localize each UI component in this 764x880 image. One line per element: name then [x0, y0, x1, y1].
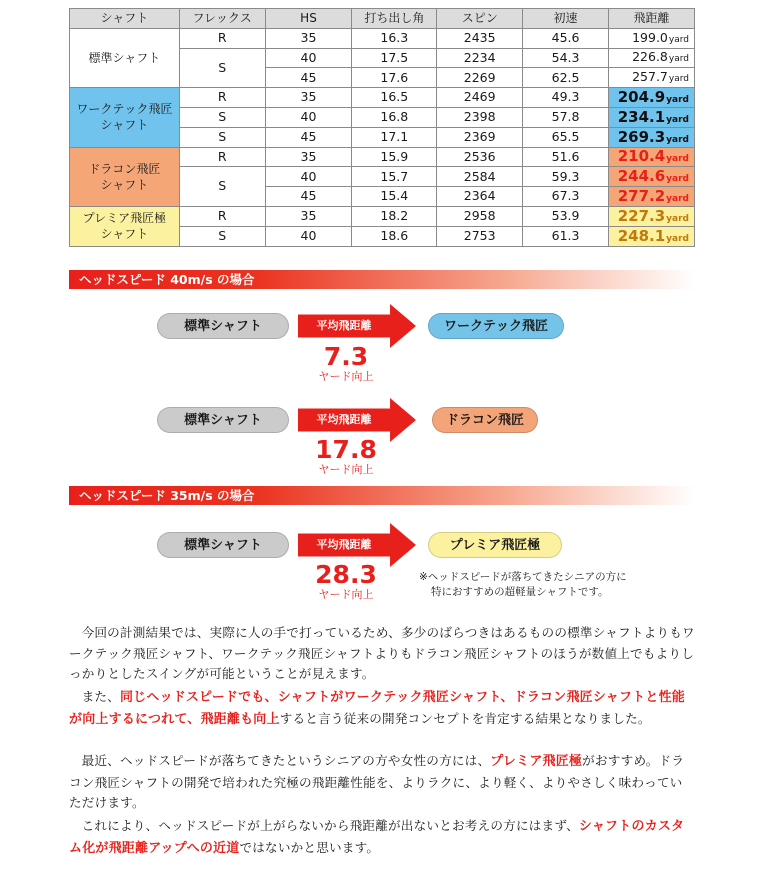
distance-value: 234.1	[617, 107, 666, 126]
cell-speed: 51.6	[523, 147, 609, 167]
cell-speed: 53.9	[523, 206, 609, 226]
standard-shaft-pill: 標準シャフト	[157, 532, 289, 558]
text-run: これにより、ヘッドスピードが上がらないから飛距離が出ないとお考えの方にはまず、	[81, 818, 579, 833]
distance-gain	[298, 344, 394, 383]
cell-hs: 45	[265, 187, 352, 207]
body-paragraph-1: 今回の計測結果では、実際に人の手で打っているため、多少のばらつきはあるものの標準シャフトよりもワークテック飛匠シャフト、ワークテック飛匠シャフトよりもドラコン飛匠シャフトのほうが数値上でもよりしっかりとしたスイングが可能ということが見えます。	[69, 625, 695, 681]
section-banner-35: ヘッドスピード 35m/s の場合	[69, 486, 695, 505]
distance-unit: yard	[666, 95, 689, 106]
cell-distance	[608, 226, 694, 246]
cell-speed: 57.8	[523, 107, 609, 127]
emphasis-text: プレミア飛匠極	[490, 754, 583, 769]
cell-speed: 49.3	[523, 88, 609, 108]
body-paragraph-3	[69, 751, 695, 814]
cell-angle: 15.9	[352, 147, 437, 167]
cell-angle: 15.4	[352, 187, 437, 207]
emphasis-text: シャフトのカスタム化が飛距離アップへの近道	[69, 819, 685, 856]
distance-unit: yard	[666, 213, 689, 224]
shaft-worktech	[70, 88, 180, 147]
cell-hs: 40	[265, 48, 352, 68]
cell-hs: 35	[265, 206, 352, 226]
distance-gain	[298, 437, 394, 476]
distance-value: 204.9	[617, 88, 666, 107]
cell-spin: 2364	[437, 187, 523, 207]
cell-distance	[608, 28, 694, 48]
cell-flex: S	[179, 127, 265, 147]
distance-unit: yard	[666, 174, 689, 185]
cell-flex: R	[179, 206, 265, 226]
cell-distance	[608, 68, 694, 88]
distance-value: 257.7	[632, 69, 668, 85]
gain-unit: ヤード向上	[318, 370, 374, 383]
cell-spin: 2369	[437, 127, 523, 147]
cell-hs: 40	[265, 167, 352, 187]
cell-flex: R	[179, 28, 265, 48]
col-header-flex: フレックス	[179, 9, 265, 29]
cell-spin: 2435	[437, 28, 523, 48]
note-line: ※ヘッドスピードが落ちてきたシニアの方に	[419, 571, 627, 583]
premia-pill: プレミア飛匠極	[428, 532, 562, 558]
note-line: 特におすすめの超軽量シャフトです。	[431, 586, 609, 598]
cell-angle: 15.7	[352, 167, 437, 187]
cell-angle: 18.2	[352, 206, 437, 226]
col-header-angle: 打ち出し角	[352, 9, 437, 29]
emphasis-text: 同じヘッドスピードでも、シャフトがワークテック飛匠シャフト、ドラコン飛匠シャフトと性能が向上するにつれて、飛距離も向上	[69, 690, 685, 727]
cell-angle: 16.8	[352, 107, 437, 127]
cell-spin: 2234	[437, 48, 523, 68]
shaft-dracon	[70, 147, 180, 206]
cell-angle: 17.1	[352, 127, 437, 147]
cell-flex: S	[179, 107, 265, 127]
arrow-label: 平均飛距離	[316, 538, 372, 551]
cell-hs: 35	[265, 147, 352, 167]
cell-flex: R	[179, 88, 265, 108]
gain-value: 7.3	[323, 342, 369, 371]
cell-angle: 18.6	[352, 226, 437, 246]
cell-distance	[608, 107, 694, 127]
table-header-row	[70, 9, 695, 29]
cell-spin: 2753	[437, 226, 523, 246]
worktech-pill: ワークテック飛匠	[428, 313, 564, 339]
cell-spin: 2584	[437, 167, 523, 187]
distance-gain	[298, 562, 394, 601]
cell-flex: S	[179, 226, 265, 246]
gain-value: 28.3	[315, 560, 377, 589]
cell-hs: 45	[265, 68, 352, 88]
col-header-distance: 飛距離	[608, 9, 694, 29]
cell-angle: 17.5	[352, 48, 437, 68]
table-row	[70, 206, 695, 226]
text-run: ではないかと思います。	[239, 839, 380, 855]
distance-unit: yard	[668, 34, 689, 45]
cell-speed: 54.3	[523, 48, 609, 68]
text-run: また、	[81, 689, 120, 704]
distance-unit: yard	[666, 134, 689, 145]
body-paragraph-4	[69, 816, 695, 859]
body-paragraph-2	[69, 687, 695, 730]
shaft-name: プレミア飛匠極	[82, 211, 167, 226]
cell-angle: 16.3	[352, 28, 437, 48]
text-run: すると言う従来の開発コンセプトを肯定する結果となりました。	[279, 710, 651, 726]
text-run: がおすすめ。ドラコン飛匠シャフトの開発で培われた究極の飛距離性能を、よりラクに、より軽く、よりやさしく味わっていただけます。	[69, 753, 685, 810]
standard-shaft-pill: 標準シャフト	[157, 313, 289, 339]
shaft-name: ワークテック飛匠	[76, 102, 173, 117]
cell-speed: 65.5	[523, 127, 609, 147]
cell-spin: 2958	[437, 206, 523, 226]
cell-spin: 2469	[437, 88, 523, 108]
gain-unit: ヤード向上	[318, 588, 374, 601]
cell-hs: 45	[265, 127, 352, 147]
cell-distance	[608, 187, 694, 207]
cell-distance	[608, 206, 694, 226]
cell-speed: 62.5	[523, 68, 609, 88]
distance-value: 199.0	[632, 29, 668, 45]
cell-distance	[608, 48, 694, 68]
cell-distance	[608, 88, 694, 108]
distance-unit: yard	[666, 154, 689, 165]
col-header-speed: 初速	[523, 9, 609, 29]
cell-flex: S	[179, 48, 265, 88]
distance-unit: yard	[668, 74, 689, 85]
cell-speed: 45.6	[523, 28, 609, 48]
cell-hs: 40	[265, 107, 352, 127]
section-banner-40: ヘッドスピード 40m/s の場合	[69, 270, 695, 289]
cell-distance	[608, 127, 694, 147]
shaft-suffix: シャフト	[100, 227, 149, 242]
shaft-suffix: シャフト	[100, 177, 149, 192]
arrow-label: 平均飛距離	[316, 319, 372, 332]
table-row	[70, 88, 695, 108]
cell-speed: 67.3	[523, 187, 609, 207]
cell-spin: 2536	[437, 147, 523, 167]
distance-value: 227.3	[617, 206, 666, 225]
shaft-suffix: シャフト	[100, 118, 149, 133]
arrow-label: 平均飛距離	[316, 413, 372, 426]
shaft-standard: 標準シャフト	[70, 28, 180, 87]
cell-spin: 2398	[437, 107, 523, 127]
distance-unit: yard	[668, 54, 689, 65]
distance-value: 277.2	[617, 187, 666, 206]
cell-speed: 59.3	[523, 167, 609, 187]
table-row	[70, 147, 695, 167]
cell-speed: 61.3	[523, 226, 609, 246]
cell-distance	[608, 167, 694, 187]
spec-table	[69, 8, 695, 247]
text-run: 最近、ヘッドスピードが落ちてきたというシニアの方や女性の方には、	[81, 753, 491, 768]
cell-angle: 17.6	[352, 68, 437, 88]
distance-value: 269.3	[617, 127, 666, 146]
shaft-name: ドラコン飛匠	[88, 161, 161, 176]
distance-unit: yard	[666, 194, 689, 205]
cell-distance	[608, 147, 694, 167]
cell-flex: S	[179, 167, 265, 207]
distance-value: 244.6	[617, 167, 666, 186]
distance-value: 226.8	[632, 49, 668, 65]
col-header-spin: スピン	[437, 9, 523, 29]
premia-note	[419, 570, 627, 600]
distance-value: 248.1	[617, 226, 666, 245]
col-header-hs: HS	[265, 9, 352, 29]
distance-unit: yard	[666, 114, 689, 125]
cell-flex: R	[179, 147, 265, 167]
gain-value: 17.8	[315, 435, 377, 464]
dracon-pill: ドラコン飛匠	[432, 407, 538, 433]
distance-value: 210.4	[617, 147, 666, 166]
cell-hs: 35	[265, 88, 352, 108]
standard-shaft-pill: 標準シャフト	[157, 407, 289, 433]
table-row	[70, 28, 695, 48]
cell-hs: 35	[265, 28, 352, 48]
cell-hs: 40	[265, 226, 352, 246]
col-header-shaft: シャフト	[70, 9, 180, 29]
distance-unit: yard	[666, 233, 689, 244]
gain-unit: ヤード向上	[318, 463, 374, 476]
shaft-premia	[70, 206, 180, 246]
cell-angle: 16.5	[352, 88, 437, 108]
cell-spin: 2269	[437, 68, 523, 88]
